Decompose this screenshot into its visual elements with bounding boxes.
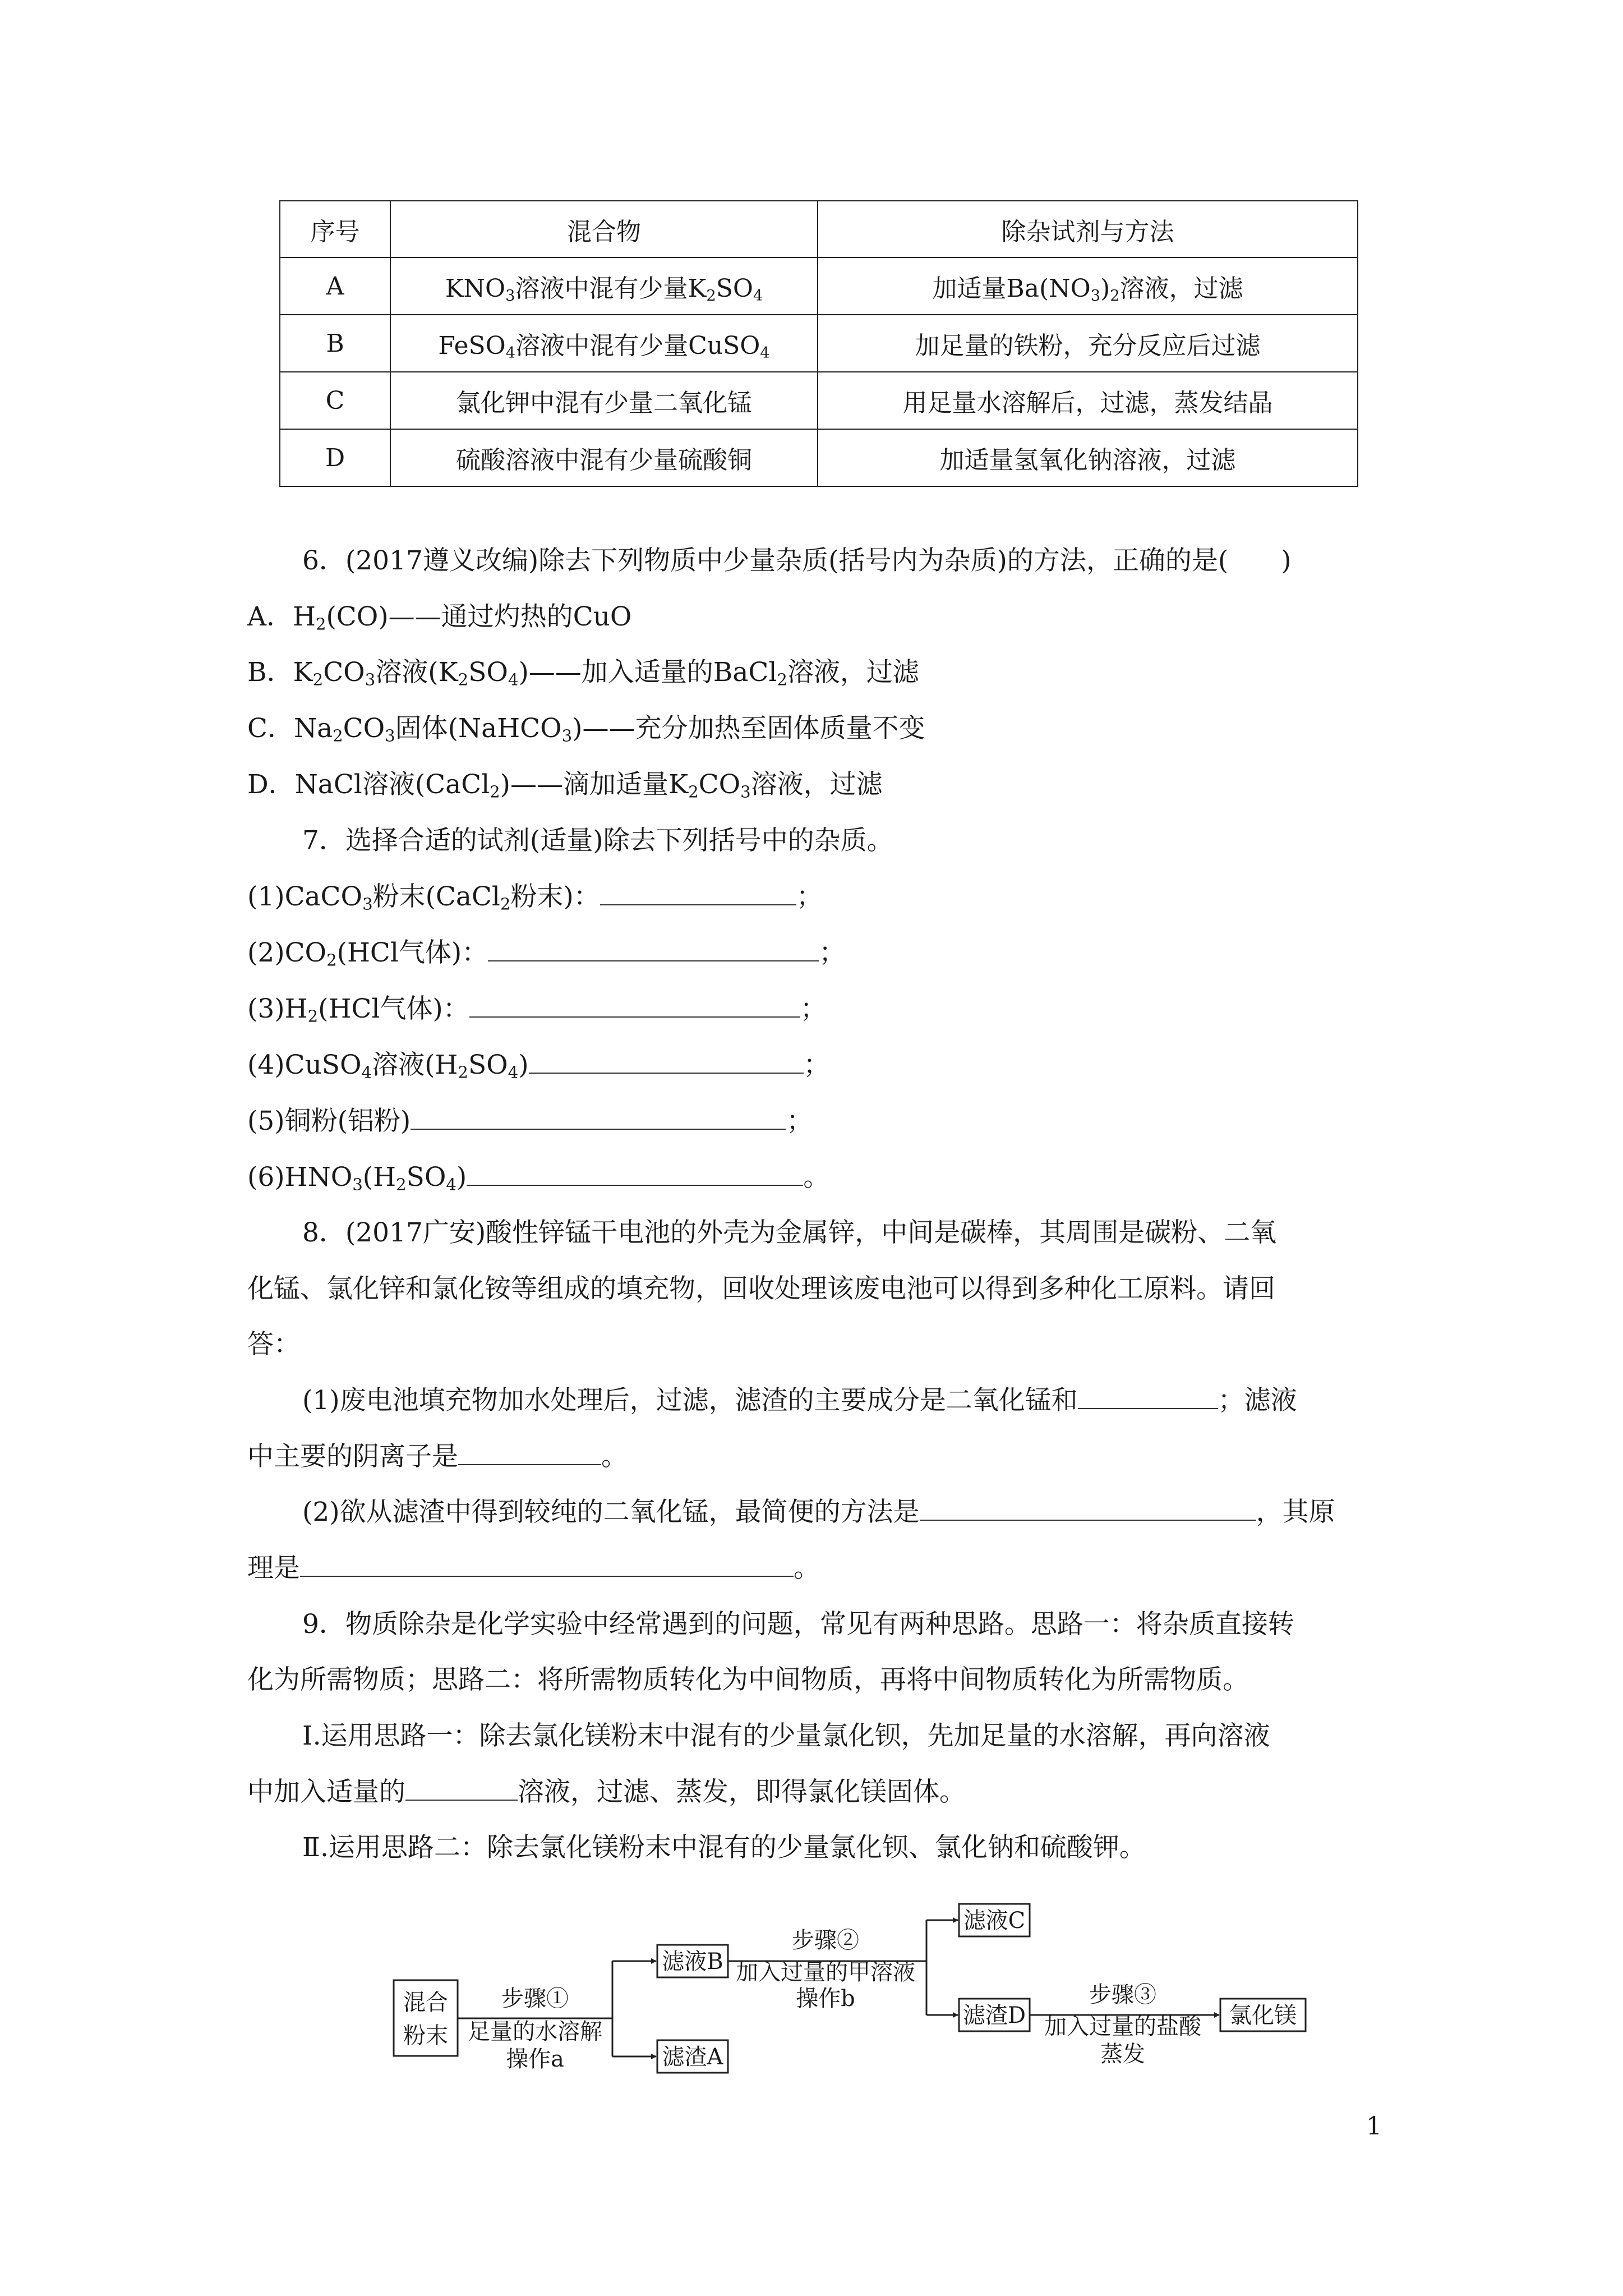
- row-method: 加适量氢氧化钠溶液，过滤: [818, 429, 1358, 486]
- q6-option-b: B．$K_2CO_3$溶液$(K_2SO_4)——$加入适量的BaCl$_2$溶液，过滤: [247, 657, 919, 689]
- header-mixture: 混合物: [390, 201, 818, 257]
- q8-line-2: 化锰、氯化锌和氯化铵等组成的填充物，回收处理该废电池可以得到多种化工原料。请回: [247, 1273, 1275, 1304]
- label-residue-a: 滤渣A: [662, 2044, 723, 2070]
- q9-part-2: Ⅱ.运用思路二：除去氯化镁粉末中混有的少量氯化钡、氯化钠和硫酸钾。: [302, 1832, 1146, 1863]
- label-mixed: 混合: [403, 1990, 448, 2016]
- q7-item-3: $(3)H_2(HCl$气体)： ；: [247, 993, 827, 1026]
- label-residue-d: 滤渣D: [962, 2003, 1026, 2028]
- q7-item-4: (4)CuSO$_4$溶液$(H_2SO_4)$ ；: [247, 1050, 830, 1082]
- label-filtrate-b: 滤液B: [662, 1949, 723, 1975]
- page-number: 1: [1366, 2112, 1382, 2141]
- header-method: 除杂试剂与方法: [818, 201, 1358, 257]
- q8-part-1-cont: 中主要的阴离子是 。: [247, 1441, 628, 1472]
- q8-line-3: 答：: [247, 1329, 300, 1360]
- row-id: D: [280, 429, 390, 486]
- row-method: 用足量水溶解后，过滤，蒸发结晶: [818, 372, 1358, 429]
- label-step2: 步骤②: [792, 1927, 859, 1953]
- q8-part-1: (1)废电池填充物加水处理后，过滤，滤渣的主要成分是二氧化锰和 ；滤液: [302, 1385, 1297, 1416]
- row-id: C: [280, 372, 390, 429]
- q8-part-2: (2)欲从滤渣中得到较纯的二氧化锰，最简便的方法是 ，其原: [302, 1497, 1335, 1527]
- q9-part-1: Ⅰ.运用思路一：除去氯化镁粉末中混有的少量氯化钡，先加足量的水溶解，再向溶液: [302, 1720, 1270, 1751]
- label-step3-condition: 加入过量的盐酸: [1044, 2014, 1201, 2040]
- q7-item-6: $(6)HNO_3(H_2SO_4)$ 。: [247, 1162, 830, 1194]
- label-evaporate: 蒸发: [1100, 2041, 1145, 2067]
- q9-line-1: 9．物质除杂是化学实验中经常遇到的问题，常见有两种思路。思路一：将杂质直接转: [302, 1609, 1294, 1640]
- row-mixture: 氯化钾中混有少量二氧化锰: [390, 372, 818, 429]
- row-method: 加足量的铁粉，充分反应后过滤: [818, 315, 1358, 372]
- q9-line-2: 化为所需物质；思路二：将所需物质转化为中间物质，再将中间物质转化为所需物质。: [247, 1664, 1249, 1695]
- row-id: B: [280, 315, 390, 372]
- label-step2-condition: 加入过量的甲溶液: [736, 1959, 915, 1985]
- q8-line-1: 8．(2017广安)酸性锌锰干电池的外壳为金属锌，中间是碳棒，其周围是碳粉、二氧: [302, 1217, 1277, 1248]
- q7-item-1: (1)CaCO$_3$粉末(CaCl$_2$粉末)： ；: [247, 881, 823, 914]
- row-method: 加适量$Ba(NO_3)_2$溶液，过滤: [818, 257, 1358, 315]
- q6-option-d: D．NaCl溶液(CaCl$_2$)——滴加适量$K_2CO_3$溶液，过滤: [247, 769, 883, 802]
- q7-item-2: $(2)CO_2(HCl$气体)： ；: [247, 937, 846, 970]
- row-id: A: [280, 257, 390, 315]
- label-step1-condition: 足量的水溶解: [468, 2019, 602, 2045]
- q7-item-5: (5)铜粉(铝粉) ；: [247, 1106, 813, 1137]
- row-mixture: FeSO$_4$溶液中混有少量CuSO$_4$: [390, 315, 818, 372]
- label-operation-b: 操作b: [796, 1986, 855, 2012]
- q8-part-2-cont: 理是 。: [247, 1553, 820, 1584]
- label-step3: 步骤③: [1089, 1982, 1156, 2008]
- label-step1: 步骤①: [501, 1986, 569, 2012]
- header-index: 序号: [280, 201, 390, 257]
- q6-option-c: C．$Na_2CO_3$固体(NaHCO$_3$)——充分加热至固体质量不变: [247, 713, 925, 746]
- row-mixture: $KNO_3$溶液中混有少量$K_2SO_4$: [390, 257, 818, 315]
- label-magnesium-chloride: 氯化镁: [1229, 2003, 1297, 2028]
- label-powder: 粉末: [403, 2023, 448, 2049]
- q6-stem: 6．(2017遵义改编)除去下列物质中少量杂质(括号内为杂质)的方法，正确的是( ): [302, 545, 1292, 576]
- q7-stem: 7．选择合适的试剂(适量)除去下列括号中的杂质。: [302, 825, 893, 856]
- row-mixture: 硫酸溶液中混有少量硫酸铜: [390, 429, 818, 486]
- q6-option-a: A．$H_2(CO)——$通过灼热的CuO: [247, 601, 632, 634]
- label-operation-a: 操作a: [506, 2046, 564, 2072]
- q9-part-1-cont: 中加入适量的 溶液，过滤、蒸发，即得氯化镁固体。: [247, 1777, 966, 1807]
- label-filtrate-c: 滤液C: [963, 1908, 1026, 1934]
